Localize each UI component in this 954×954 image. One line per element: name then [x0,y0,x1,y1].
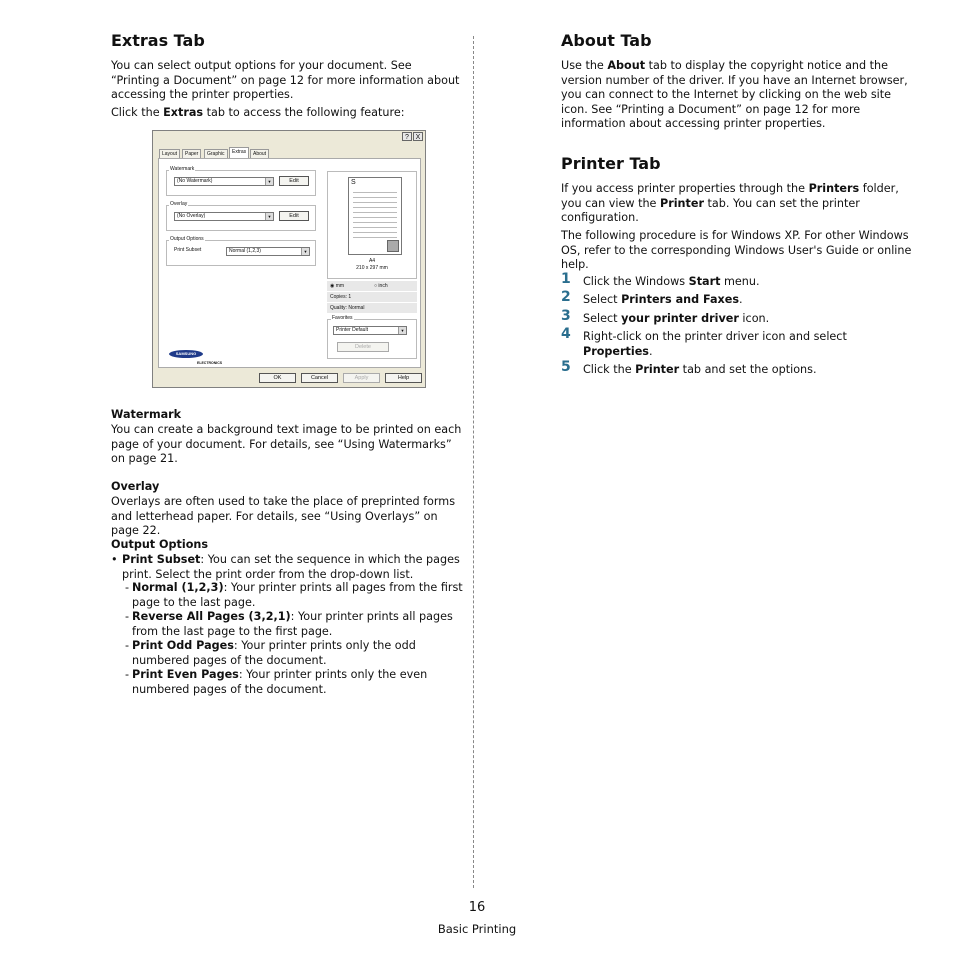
dash-icon: - [125,581,130,594]
column-divider [473,36,474,888]
dash-icon: - [125,639,130,652]
close-icon[interactable]: X [413,132,423,141]
unit-row [327,281,417,291]
step-number: 5 [561,359,571,375]
print-subset-label: Print Subset [174,247,202,253]
option-normal: Normal (1,2,3): Your printer prints all pages from the first page to the last page. [132,581,463,609]
step-text: Click the Printer tab and set the options. [583,363,817,376]
ok-button[interactable]: OK [259,373,296,383]
help-icon[interactable]: ? [402,132,412,141]
step-number: 3 [561,308,571,324]
printer-intro: If you access printer properties through the Printers folder, you can view the Printer tab. You can set the printer configuration. [561,182,899,224]
tab-paper[interactable]: Paper [182,149,201,158]
extras-intro: You can select output options for your document. See “Printing a Document” on page 12 for more information about accessing the printer properties. [111,59,460,101]
step-text: Select your printer driver icon. [583,312,770,325]
preview-page [348,177,402,255]
radio-mm[interactable]: ◉ mm [330,283,345,289]
paper-name: A4 [368,258,376,264]
preview-letter: S [351,179,356,186]
tab-graphic[interactable]: Graphic [204,149,228,158]
watermark-edit-button[interactable]: Edit [279,176,309,186]
step-number: 1 [561,271,571,287]
samsung-electronics-text: ELECTRONICS [197,361,223,365]
printer-procedure-note: The following procedure is for Windows XP. For other Windows OS, refer to the corresponding Windows User's Guide or online help. [561,229,912,271]
chevron-down-icon: ▼ [301,248,309,255]
overlay-select[interactable]: (No Overlay) ▼ [174,212,274,221]
step-text: Select Printers and Faxes. [583,293,743,306]
samsung-logo: SAMSUNG [169,350,203,358]
click-extras-text: Click the Extras tab to access the following feature: [111,106,405,119]
printer-properties-dialog [152,130,426,388]
watermark-group-label: Watermark [170,166,195,172]
favorites-group [327,319,417,359]
option-even: Print Even Pages: Your printer prints only the even numbered pages of the document. [132,668,428,696]
watermark-select[interactable]: (No Watermark) ▼ [174,177,274,186]
bullet-icon: • [111,553,118,566]
overlay-edit-button[interactable]: Edit [279,211,309,221]
tab-layout[interactable]: Layout [159,149,180,158]
extras-panel [158,158,421,368]
paper-size: 210 x 297 mm [356,265,388,271]
step-text: Click the Windows Start menu. [583,275,760,288]
option-odd: Print Odd Pages: Your printer prints only the odd numbered pages of the document. [132,639,416,667]
print-subset-select[interactable]: Normal (1,2,3) ▼ [226,247,310,256]
extras-tab-heading: Extras Tab [111,31,205,50]
dash-icon: - [125,668,130,681]
dialog-titlebar [153,131,425,143]
option-reverse: Reverse All Pages (3,2,1): Your printer prints all pages from the last page to the first page. [132,610,453,638]
print-subset-text: Print Subset: You can set the sequence in which the pages print. Select the print order from the drop-down list. [122,553,460,581]
apply-button[interactable]: Apply [343,373,380,383]
overlay-heading: Overlay [111,480,160,493]
watermark-heading: Watermark [111,408,182,421]
tab-about[interactable]: About [250,149,269,158]
page-preview [327,171,417,279]
copies-info: Copies: 1 [327,292,417,302]
step-number: 2 [561,289,571,305]
chevron-down-icon: ▼ [265,178,273,185]
overlay-text: Overlays are often used to take the place of preprinted forms and letterhead paper. For details, see “Using Overlays” on page 22. [111,495,456,537]
radio-inch[interactable]: ○ inch [374,283,388,289]
footer-section: Basic Printing [437,922,517,936]
step-number: 4 [561,326,571,342]
chevron-down-icon: ▼ [398,327,406,334]
tab-extras[interactable]: Extras [229,147,249,158]
chevron-down-icon: ▼ [265,213,273,220]
quality-info: Quality: Normal [327,303,417,313]
step-text: Right-click on the printer driver icon and select Properties. [583,330,847,358]
page-fold-icon [387,240,399,252]
dash-icon: - [125,610,130,623]
page-number: 16 [468,900,486,915]
output-options-label: Output Options [170,236,204,242]
overlay-group-label: Overlay [170,201,188,207]
help-button[interactable]: Help [385,373,422,383]
cancel-button[interactable]: Cancel [301,373,338,383]
watermark-text: You can create a background text image to be printed on each page of your document. For details, see “Using Watermarks” on page 21. [111,423,462,465]
printer-tab-heading: Printer Tab [561,154,661,173]
about-text: Use the About tab to display the copyright notice and the version number of the driver. If you have an Internet browser, you can connect to the Internet by clicking on the web site icon. See “Printing a Document” on page 12 for more information about accessing printer properties. [561,59,908,130]
favorites-label: Favorites [332,315,353,321]
about-tab-heading: About Tab [561,31,652,50]
output-options-heading: Output Options [111,538,209,551]
delete-button[interactable]: Delete [337,342,389,352]
favorites-select[interactable]: Printer Default ▼ [333,326,407,335]
